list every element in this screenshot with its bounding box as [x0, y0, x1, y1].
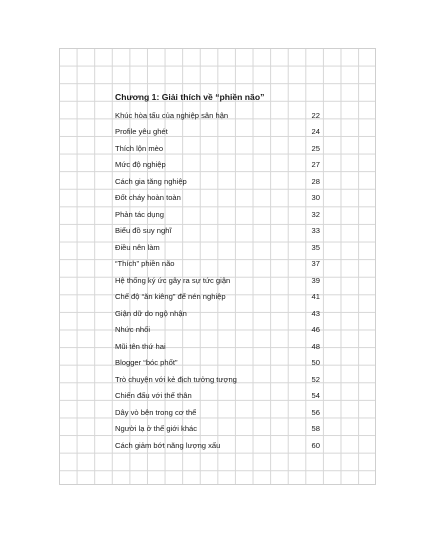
- toc-entry: [115, 239, 320, 256]
- toc-entry-title: Điều nên làm: [115, 242, 160, 252]
- toc-entry-page-number: 54: [311, 391, 320, 401]
- toc-entry: [115, 173, 320, 190]
- table-of-contents: [115, 89, 320, 454]
- toc-entry-title: Chế độ “ăn kiêng” để nén nghiệp: [115, 292, 226, 302]
- toc-entry: [115, 223, 320, 240]
- toc-entry-title: Blogger “bóc phốt”: [115, 358, 178, 368]
- toc-entry: [115, 437, 320, 454]
- toc-entry-title: Giận dữ do ngộ nhận: [115, 308, 187, 318]
- toc-entry-page-number: 25: [311, 143, 320, 153]
- toc-entry-title: “Thích” phiền não: [115, 259, 175, 269]
- toc-entry-title: Phản tác dụng: [115, 209, 164, 219]
- toc-entry-page-number: 32: [311, 209, 320, 219]
- toc-entry-page-number: 41: [311, 292, 320, 302]
- toc-entry-title: Profile yêu ghét: [115, 127, 168, 137]
- toc-entry: [115, 140, 320, 157]
- toc-entry-page-number: 43: [311, 308, 320, 318]
- toc-entry-page-number: 58: [311, 424, 320, 434]
- toc-entry: [115, 404, 320, 421]
- toc-entry-page-number: 30: [311, 193, 320, 203]
- toc-entry: [115, 289, 320, 306]
- toc-entry-page-number: 60: [311, 440, 320, 450]
- toc-entry-title: Chiến đấu với thế thân: [115, 391, 192, 401]
- toc-entry: [115, 206, 320, 223]
- toc-entry-page-number: 46: [311, 325, 320, 335]
- toc-entry: [115, 157, 320, 174]
- toc-entry-title: Hệ thống ký ức gây ra sự tức giận: [115, 275, 231, 285]
- toc-entry: [115, 107, 320, 124]
- toc-entry: [115, 272, 320, 289]
- toc-entry: [115, 421, 320, 438]
- toc-entry-page-number: 37: [311, 259, 320, 269]
- toc-entry-title: Cách gia tăng nghiệp: [115, 176, 187, 186]
- toc-entry-title: Nhức nhối: [115, 325, 151, 335]
- toc-entry-title: Trò chuyện với kẻ địch tưởng tượng: [115, 374, 237, 384]
- toc-entry-page-number: 24: [311, 127, 320, 137]
- toc-entry-page-number: 52: [311, 374, 320, 384]
- toc-entry-title: Dây vò bên trong cơ thể: [115, 407, 197, 417]
- toc-entry-page-number: 33: [311, 226, 320, 236]
- toc-entry: [115, 124, 320, 141]
- toc-entry-title: Mức độ nghiệp: [115, 160, 166, 170]
- toc-entry: [115, 371, 320, 388]
- toc-entries: [115, 107, 320, 454]
- toc-entry: [115, 338, 320, 355]
- toc-entry: [115, 388, 320, 405]
- toc-entry-page-number: 35: [311, 242, 320, 252]
- toc-entry-title: Cách giảm bớt năng lượng xấu: [115, 440, 221, 450]
- toc-entry: [115, 355, 320, 372]
- toc-entry: [115, 322, 320, 339]
- toc-entry-title: Biểu đồ suy nghĩ: [115, 226, 172, 236]
- toc-entry-page-number: 39: [311, 275, 320, 285]
- toc-entry-page-number: 22: [311, 110, 320, 120]
- toc-entry: [115, 190, 320, 207]
- toc-entry-title: Mũi tên thứ hai: [115, 341, 166, 351]
- toc-entry-title: Khúc hòa tấu của nghiệp sân hận: [115, 110, 229, 120]
- toc-entry: [115, 256, 320, 273]
- toc-entry-title: Thích lộn mèo: [115, 143, 164, 153]
- toc-entry-title: Người lạ ở thế giới khác: [115, 424, 198, 434]
- toc-entry-page-number: 27: [311, 160, 320, 170]
- toc-entry-page-number: 56: [311, 407, 320, 417]
- chapter-title: Chương 1: Giải thích về “phiền não”: [115, 92, 265, 102]
- toc-entry-page-number: 48: [311, 341, 320, 351]
- toc-entry-title: Đốt cháy hoàn toàn: [115, 193, 181, 203]
- toc-entry-page-number: 50: [311, 358, 320, 368]
- toc-entry: [115, 305, 320, 322]
- toc-entry-page-number: 28: [311, 176, 320, 186]
